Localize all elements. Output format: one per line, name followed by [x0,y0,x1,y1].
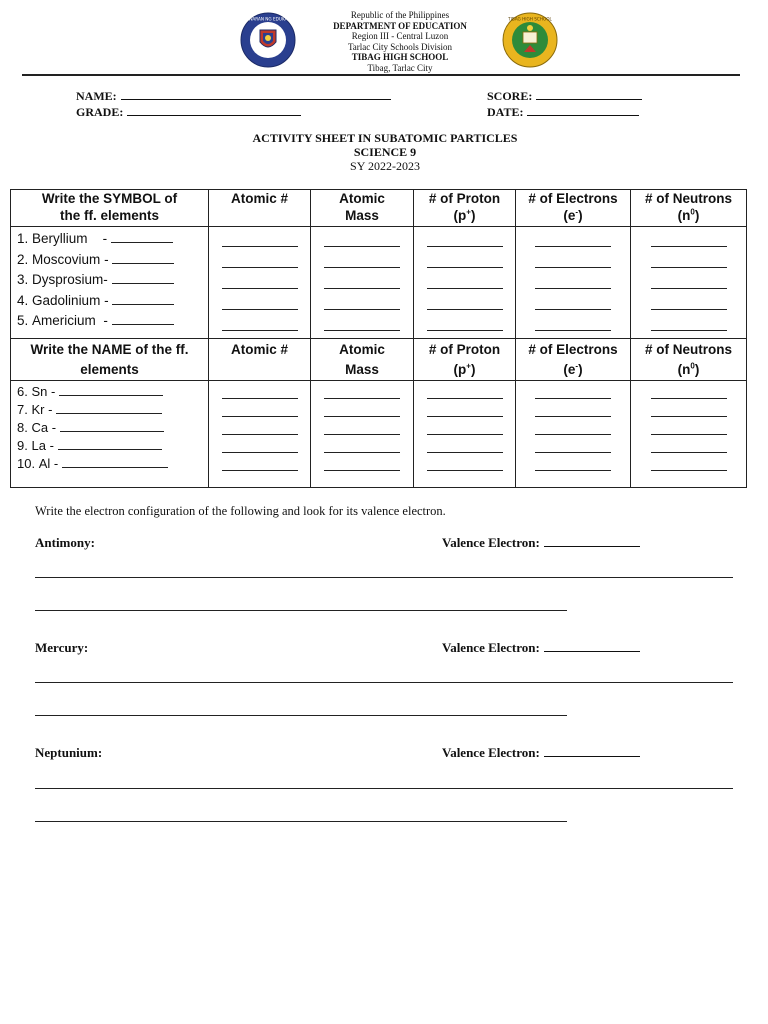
symbol-table [10,189,747,488]
answer-blank[interactable] [651,289,727,310]
list-item: 5. Americium - [17,311,208,332]
school-seal-logo [502,12,558,68]
atomic-number-answers-2 [209,381,311,488]
deped-seal-logo [240,12,296,68]
header-write-name-l1: Write the NAME of the ff. [30,342,189,357]
header-proton [414,190,516,227]
valence-label: Valence Electron: [442,535,540,550]
header-atomic-number-label-2: Atomic # [230,342,288,357]
date-field[interactable] [487,104,639,120]
grade-blank[interactable] [127,104,301,116]
answer-blank[interactable] [651,383,727,399]
header-atomic-number-2 [209,339,311,381]
answer-blank[interactable] [535,383,611,399]
proton-answers-2 [414,381,516,488]
school-header [300,10,500,73]
atomic-mass-answers [311,227,414,339]
answer-blank[interactable] [427,310,503,331]
list-item: 2. Moscovium - [17,250,208,271]
header-proton-2-l1: # of Proton [428,342,501,357]
header-neutron [631,190,747,227]
title-line1: ACTIVITY SHEET IN SUBATOMIC PARTICLES [252,131,518,145]
list-item: 8. Ca - [17,418,208,436]
answer-blank[interactable] [222,417,298,435]
header-atomic-mass [311,190,414,227]
header-proton-sup: + [466,207,471,217]
valence-label: Valence Electron: [442,745,540,760]
header-electron-l2: (e-) [563,207,583,223]
symbol-answer-blank[interactable] [112,311,174,325]
answer-line[interactable] [35,715,567,716]
answer-blank[interactable] [427,435,503,453]
atomic-number-answers [209,227,311,339]
name-answer-blank[interactable] [60,418,164,432]
answer-blank[interactable] [535,268,611,289]
answer-line[interactable] [35,788,733,789]
valence-mercury[interactable] [442,640,640,656]
header-neutron-sym: (n [677,208,691,223]
name-answer-blank[interactable] [59,382,163,396]
header-proton-2-l2: (p+) [453,361,476,377]
answer-blank[interactable] [222,435,298,453]
valence-blank[interactable] [544,640,640,652]
answer-blank[interactable] [535,453,611,471]
date-blank[interactable] [527,104,639,116]
score-field[interactable] [487,88,642,104]
answer-blank[interactable] [651,453,727,471]
header-write-name [11,339,209,381]
name-table-body [11,381,747,488]
name-blank[interactable] [121,88,391,100]
answer-line[interactable] [35,682,733,683]
header-proton-sym: (p [453,208,467,223]
header-write-symbol-l2: the ff. elements [59,208,160,223]
answer-blank[interactable] [535,247,611,268]
valence-label: Valence Electron: [442,640,540,655]
header-electron-sym: (e [563,208,576,223]
answer-blank[interactable] [651,399,727,417]
answer-blank[interactable] [222,247,298,268]
answer-blank[interactable] [427,417,503,435]
header-neutron-l2: $(n^0)$ [677,207,700,223]
answer-blank[interactable] [427,268,503,289]
answer-blank[interactable] [324,453,400,471]
symbol-answer-blank[interactable] [112,270,174,284]
division-line: Tarlac City Schools Division [347,41,453,52]
grade-field[interactable] [76,104,301,120]
question-neptunium: Neptunium: [35,745,103,760]
answer-blank[interactable] [222,453,298,471]
header-neutron-2 [631,339,747,381]
electron-answers [516,227,631,339]
symbol-answer-blank[interactable] [112,250,174,264]
answer-blank[interactable] [324,417,400,435]
header-atomic-mass-2-l1: Atomic [339,342,385,357]
grade-label: GRADE: [76,105,124,119]
answer-blank[interactable] [427,399,503,417]
header-atomic-number-label: Atomic # [230,191,288,206]
list-item: 9. La - [17,436,208,454]
list-item: 1. Beryllium - [17,229,208,250]
header-proton-l2: (p+) [453,207,476,223]
symbol-answer-blank[interactable] [111,229,173,243]
school-address: Tibag, Tarlac City [367,62,433,73]
name-answer-blank[interactable] [56,400,162,414]
list-item: 6. Sn - [17,382,208,400]
answer-blank[interactable] [651,268,727,289]
header-proton-2 [414,339,516,381]
answer-blank[interactable] [651,435,727,453]
answer-blank[interactable] [324,310,400,331]
answer-line[interactable] [35,610,567,611]
answer-blank[interactable] [324,247,400,268]
svg-text:TIBAG HIGH SCHOOL: TIBAG HIGH SCHOOL [508,16,552,22]
answer-blank[interactable] [222,399,298,417]
header-electron [516,190,631,227]
svg-text:KAGAWARAN NG EDUKASYON: KAGAWARAN NG EDUKASYON [240,16,296,22]
answer-blank[interactable] [427,229,503,247]
answer-blank[interactable] [651,310,727,331]
header-atomic-mass-l1: Atomic [339,191,385,206]
header-atomic-mass-2 [311,339,414,381]
header-write-name-l2: elements [80,362,139,377]
header-electron-2 [516,339,631,381]
answer-blank[interactable] [324,435,400,453]
answer-blank[interactable] [324,383,400,399]
header-divider [22,74,740,76]
name-field[interactable] [76,88,391,104]
header-neutron-2-l2: $(n^0)$ [677,361,700,377]
answer-blank[interactable] [222,383,298,399]
answer-blank[interactable] [535,435,611,453]
element-list [11,227,209,339]
neutron-answers-2 [631,381,747,488]
header-neutron-2-l1: # of Neutrons [644,342,732,357]
answer-blank[interactable] [427,383,503,399]
name-table-header [11,339,747,381]
header-electron-l1: # of Electrons [528,191,618,206]
school-name: TIBAG HIGH SCHOOL [351,52,449,62]
title-line3: SY 2022-2023 [350,159,420,173]
answer-blank[interactable] [651,417,727,435]
list-item: 10. Al - [17,454,208,472]
atomic-mass-answers-2 [311,381,414,488]
answer-line[interactable] [35,821,567,822]
valence-blank[interactable] [544,535,640,547]
list-item: 4. Gadolinium - [17,291,208,312]
list-item: 3. Dysprosium- [17,270,208,291]
header-atomic-number [209,190,311,227]
answer-blank[interactable] [324,399,400,417]
config-instruction: Write the electron configuration of the following and look for its valence electron. [35,504,446,518]
header-atomic-mass-2-l2: Mass [345,362,379,377]
score-blank[interactable] [536,88,642,100]
answer-blank[interactable] [324,268,400,289]
name-answer-blank[interactable] [58,436,162,450]
electron-answers-2 [516,381,631,488]
valence-neptunium[interactable] [442,745,640,761]
answer-blank[interactable] [427,289,503,310]
answer-blank[interactable] [535,310,611,331]
answer-blank[interactable] [535,399,611,417]
name-answer-blank[interactable] [62,454,168,468]
header-electron-sup: - [575,207,579,217]
header-proton-l1: # of Proton [428,191,501,206]
answer-blank[interactable] [222,289,298,310]
answer-blank[interactable] [427,453,503,471]
answer-blank[interactable] [324,229,400,247]
sheet-title [180,131,590,173]
answer-line[interactable] [35,577,733,578]
answer-blank[interactable] [535,289,611,310]
answer-blank[interactable] [222,268,298,289]
answer-blank[interactable] [222,229,298,247]
proton-answers [414,227,516,339]
title-line2: SCIENCE 9 [353,145,417,159]
answer-blank[interactable] [535,417,611,435]
answer-blank[interactable] [651,229,727,247]
answer-blank[interactable] [535,229,611,247]
score-label: SCORE: [487,89,533,103]
question-mercury: Mercury: [35,640,89,655]
valence-blank[interactable] [544,745,640,757]
symbol-table-body [11,227,747,339]
region-line: Region III - Central Luzon [351,31,449,41]
valence-antimony[interactable] [442,535,640,551]
answer-blank[interactable] [651,247,727,268]
header-neutron-sup: 0 [690,207,695,217]
symbol-list [11,381,209,488]
header-electron-2-l1: # of Electrons [528,342,618,357]
list-item: 7. Kr - [17,400,208,418]
answer-blank[interactable] [324,289,400,310]
header-electron-2-l2: (e-) [563,361,583,377]
header-write-symbol-l1: Write the SYMBOL of [41,191,178,206]
symbol-answer-blank[interactable] [112,291,174,305]
answer-blank[interactable] [222,310,298,331]
neutron-answers [631,227,747,339]
header-write-symbol [11,190,209,227]
answer-blank[interactable] [427,247,503,268]
header-neutron-l1: # of Neutrons [644,191,732,206]
republic-line: Republic of the Philippines [350,10,450,20]
date-label: DATE: [487,105,524,119]
question-antimony: Antimony: [35,535,95,550]
department-line: DEPARTMENT OF EDUCATION [333,20,467,31]
header-atomic-mass-l2: Mass [345,208,379,223]
name-label: NAME: [76,89,117,103]
symbol-table-header [11,190,747,227]
